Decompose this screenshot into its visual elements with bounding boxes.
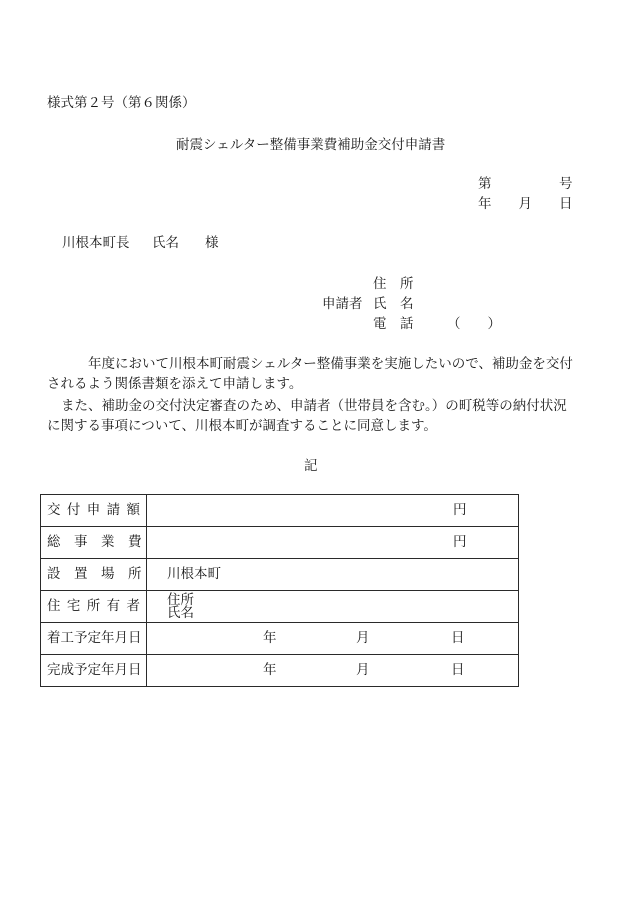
year-unit: 年: [263, 630, 277, 646]
applicant-phone-label: 電 話: [373, 316, 414, 332]
month-unit: 月: [356, 630, 370, 646]
row-label-cell: [41, 559, 147, 590]
owner-name-label: 氏名: [167, 605, 194, 621]
yen-unit: 円: [453, 534, 467, 550]
row-label: 設 置 場 所: [47, 566, 142, 582]
day-unit: 日: [451, 630, 465, 646]
table-row-start-date: [41, 622, 518, 654]
body-line-4: に関する事項について、川根本町が調査することに同意します。: [47, 418, 437, 434]
applicant-phone-parens: （ ）: [447, 316, 501, 332]
table-row-application-amount: [41, 495, 518, 526]
addressee-name-label: 氏名: [152, 235, 179, 251]
row-label-cell: [41, 527, 147, 558]
total-cost-field: [147, 527, 518, 558]
reference-date: 年 月 日: [478, 196, 573, 212]
table-row-installation-location: [41, 558, 518, 590]
reference-number: 第 号: [478, 176, 573, 192]
start-date-field: [147, 623, 518, 654]
document-title: 耐震シェルター整備事業費補助金交付申請書: [176, 137, 446, 153]
applicant-role-label: 申請者: [322, 296, 363, 312]
yen-unit: 円: [453, 502, 467, 518]
installation-location-field: [147, 559, 518, 590]
body-line-3: また、補助金の交付決定審査のため、申請者（世帯員を含む。）の町税等の納付状況: [61, 398, 567, 414]
application-amount-field: [147, 495, 518, 526]
form-number: 様式第２号（第６関係）: [47, 95, 196, 111]
addressee-office: 川根本町長: [62, 235, 130, 251]
addressee-honorific: 様: [205, 235, 219, 251]
body-line-1: 年度において川根本町耐震シェルター整備事業を実施したいので、補助金を交付: [88, 356, 573, 372]
year-unit: 年: [263, 662, 277, 678]
row-label: 交 付 申 請 額: [47, 502, 140, 518]
row-label: 住 宅 所 有 者: [47, 598, 140, 614]
row-label: 着工予定年月日: [47, 630, 142, 646]
ki-heading: 記: [304, 458, 318, 474]
location-value: 川根本町: [167, 566, 221, 582]
table-row-house-owner: [41, 590, 518, 622]
owner-address-label: 住所: [167, 592, 194, 608]
applicant-name-label: 氏 名: [373, 296, 414, 312]
row-label: 総 事 業 費: [47, 534, 142, 550]
row-label-cell: [41, 655, 147, 686]
row-label-cell: [41, 591, 147, 622]
house-owner-field: [147, 591, 518, 622]
row-label-cell: [41, 495, 147, 526]
completion-date-field: [147, 655, 518, 686]
month-unit: 月: [356, 662, 370, 678]
table-row-total-cost: [41, 526, 518, 558]
row-label: 完成予定年月日: [47, 662, 142, 678]
row-label-cell: [41, 623, 147, 654]
day-unit: 日: [451, 662, 465, 678]
table-row-completion-date: [41, 654, 518, 686]
applicant-address-label: 住 所: [373, 276, 414, 292]
owner-sub-labels: [167, 594, 194, 620]
application-table: [40, 494, 519, 687]
body-line-2: されるよう関係書類を添えて申請します。: [47, 376, 303, 392]
